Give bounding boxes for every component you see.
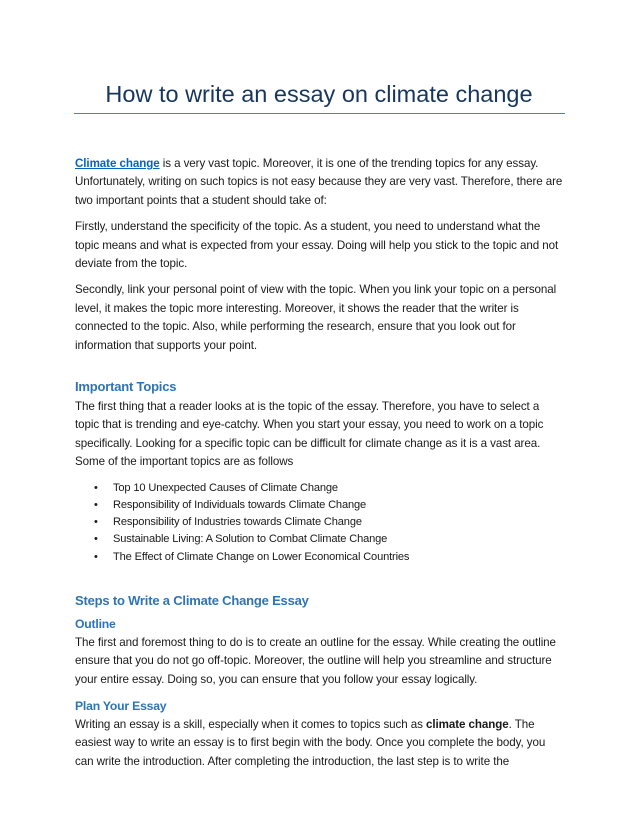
- topics-list: [75, 480, 565, 566]
- page-title: How to write an essay on climate change: [105, 81, 533, 107]
- bullet-icon: •: [94, 550, 98, 563]
- list-item: [91, 549, 565, 566]
- climate-change-link[interactable]: Climate change: [75, 157, 160, 170]
- plan-text-after: . The easiest way to write an essay is to first begin with the body. Once you complete the body, you can write the introduction. After completing the introduction, the last step is to write the: [75, 717, 546, 768]
- paragraph-firstly: Firstly, understand the specificity of the topic. As a student, you need to understand what the topic means and what is expected from your essay. Doing will help you stick to the topic and not deviate from the topic.: [75, 220, 559, 271]
- list-item: [91, 531, 565, 548]
- steps-heading: Steps to Write a Climate Change Essay: [75, 592, 309, 608]
- plan-essay-heading: Plan Your Essay: [75, 698, 167, 713]
- outline-heading: Outline: [75, 616, 116, 631]
- list-item-text: Responsibility of Industries towards Climate Change: [113, 516, 362, 529]
- intro-paragraph: [75, 155, 565, 210]
- list-item: [91, 480, 565, 497]
- list-item: [91, 514, 565, 531]
- intro-text: is a very vast topic. Moreover, it is one of the trending topics for any essay. Unfortunately, writing on such topics is not easy because they are very vast. Therefore, there are two important points that a student should take of:: [75, 157, 563, 207]
- paragraph-secondly: Secondly, link your personal point of view with the topic. When you link your topic on a personal level, it makes the topic more interesting. Moreover, it shows the reader that the writer is connected to the topic. Also, while performing the research, ensure that you look out for information that supports your point.: [75, 283, 557, 352]
- plan-essay-paragraph: [75, 716, 565, 771]
- title-underline-divider: [74, 113, 565, 114]
- bullet-icon: •: [94, 516, 98, 529]
- outline-paragraph: The first and foremost thing to do is to create an outline for the essay. While creating the outline ensure that you do not go off-topic. Moreover, the outline will help you streamline and structure your entire essay. Doing so, you can ensure that you follow your essay logically.: [75, 635, 556, 686]
- document-body: [75, 155, 565, 779]
- important-topics-heading: Important Topics: [75, 379, 177, 395]
- plan-bold-term: climate change: [426, 717, 509, 731]
- list-item: [91, 497, 565, 514]
- list-item-text: Top 10 Unexpected Causes of Climate Change: [113, 481, 338, 494]
- bullet-icon: •: [94, 498, 98, 511]
- important-topics-paragraph: The first thing that a reader looks at is the topic of the essay. Therefore, you have to select a topic that is trending and eye-catchy. When you start your essay, you need to work on a topic specifically. Looking for a specific topic can be difficult for climate change as it is a vast area. Some of the important topics are as follows: [75, 400, 544, 469]
- plan-text-before: Writing an essay is a skill, especially when it comes to topics such as: [75, 717, 427, 731]
- list-item-text: Sustainable Living: A Solution to Combat Climate Change: [113, 533, 388, 546]
- bullet-icon: •: [94, 481, 98, 494]
- list-item-text: The Effect of Climate Change on Lower Economical Countries: [113, 550, 410, 563]
- bullet-icon: •: [94, 533, 98, 546]
- list-item-text: Responsibility of Individuals towards Climate Change: [113, 498, 367, 511]
